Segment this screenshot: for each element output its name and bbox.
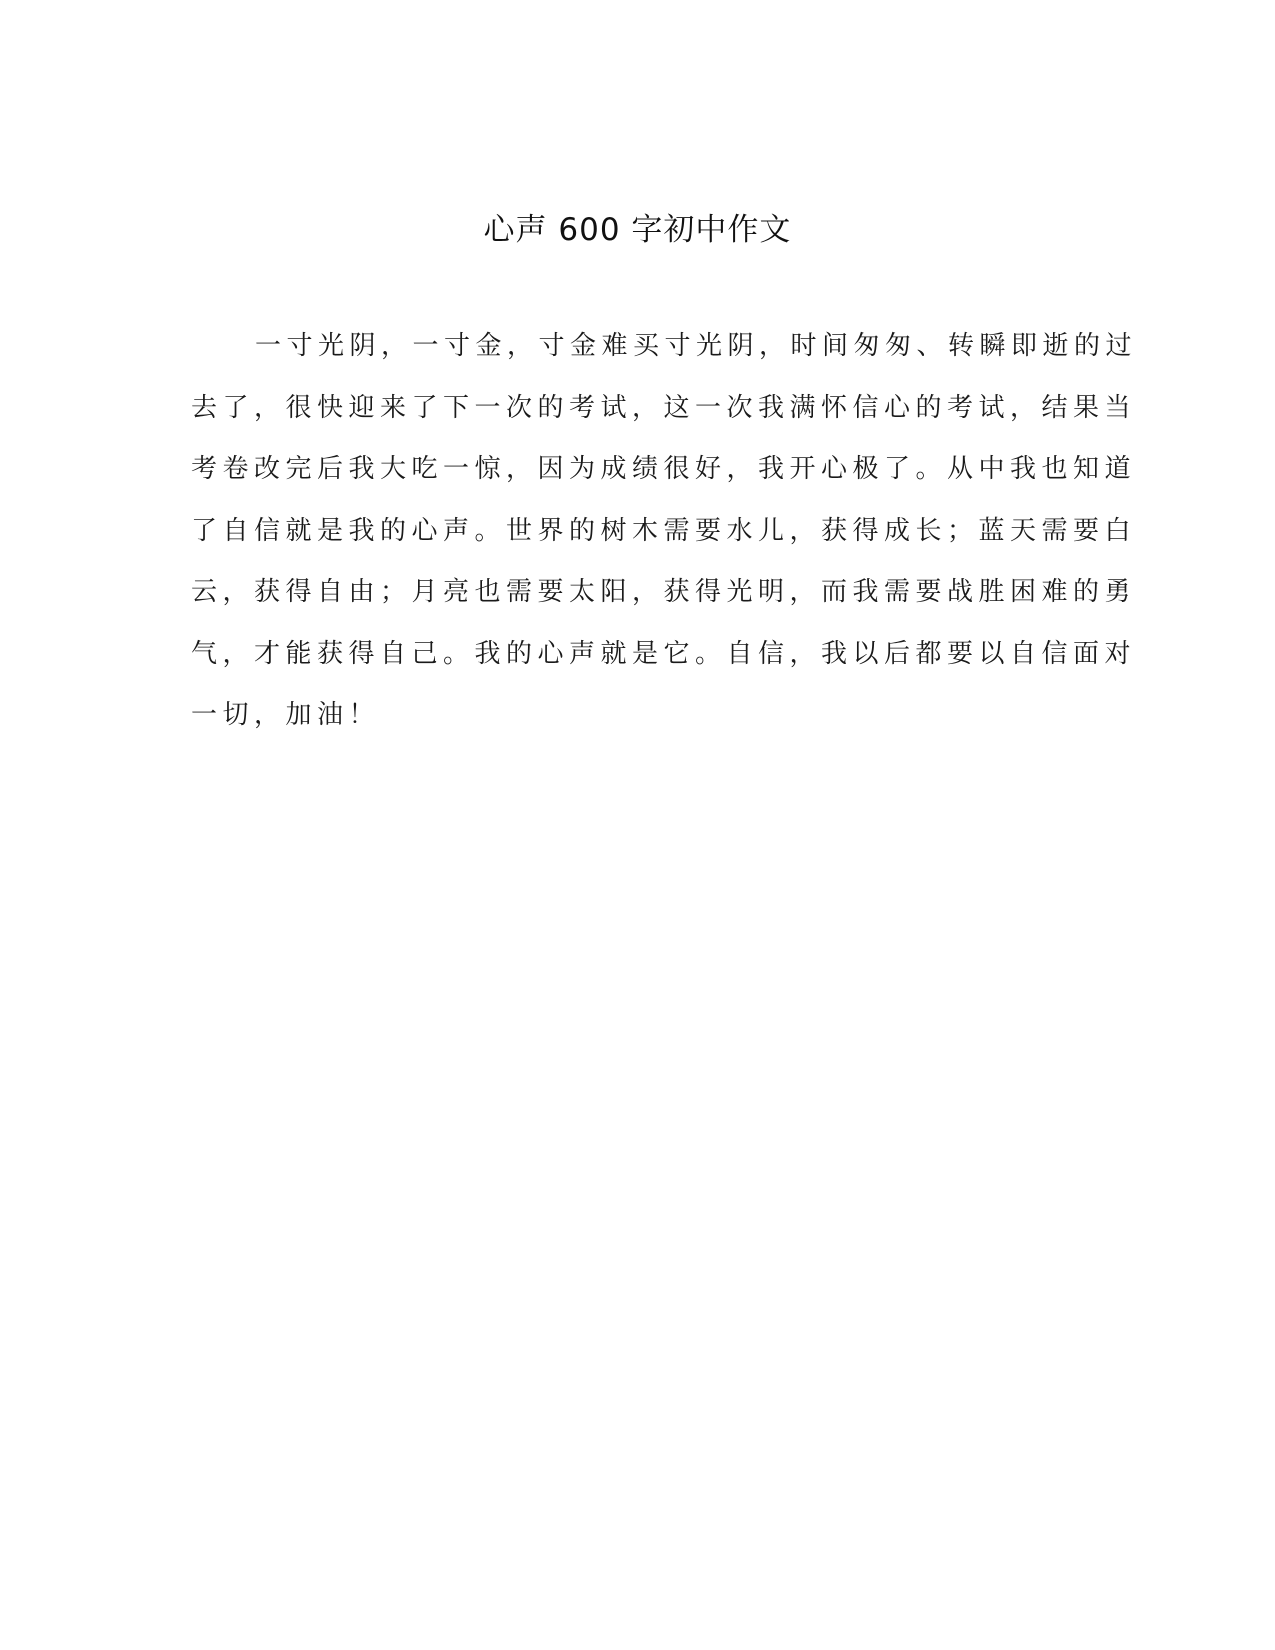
document-title: 心声 600 字初中作文 [483, 212, 792, 248]
paragraph-line: 考卷改完后我大吃一惊，因为成绩很好，我开心极了。从中我也知道 [191, 454, 1137, 484]
paragraph-line: 气，才能获得自己。我的心声就是它。自信，我以后都要以自信面对 [191, 638, 1137, 669]
essay-paragraph [191, 326, 1138, 757]
paragraph-line: 云，获得自由；月亮也需要太阳，获得光明，而我需要战胜困难的勇 [191, 577, 1137, 607]
paragraph-line: 去了，很快迎来了下一次的考试，这一次我满怀信心的考试，结果当 [191, 392, 1137, 423]
paragraph-line: 一寸光阴，一寸金，寸金难买寸光阴，时间匆匆、转瞬即逝的过 [255, 331, 1138, 361]
paragraph-line: 了自信就是我的心声。世界的树木需要水儿，获得成长；蓝天需要白 [191, 515, 1137, 546]
paragraph-line: 一切，加油！ [191, 700, 381, 730]
